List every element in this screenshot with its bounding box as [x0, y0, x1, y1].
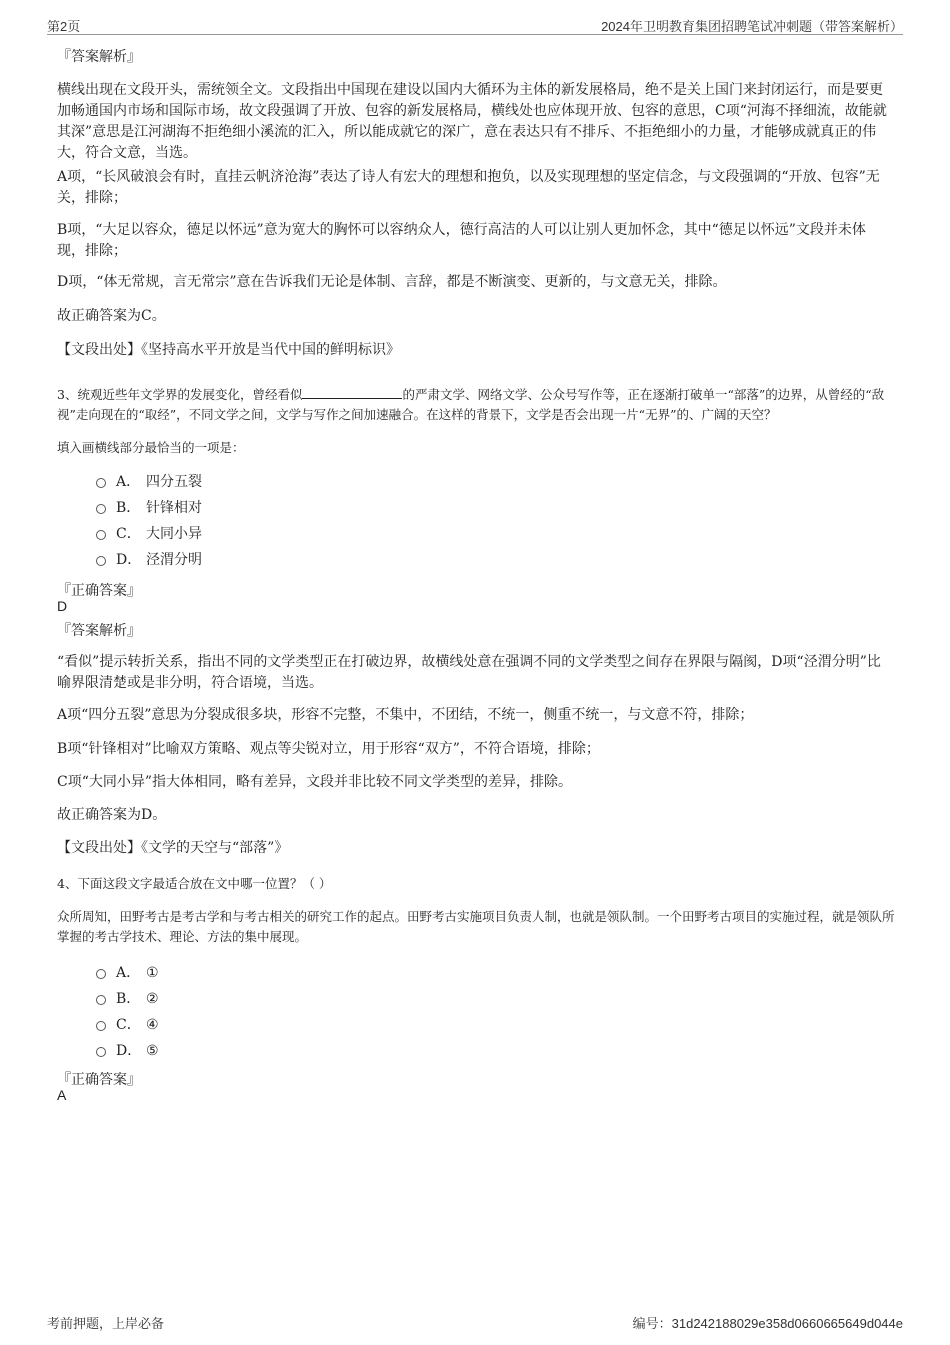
q3-stem-part-a: 3、统观近些年文学界的发展变化，曾经看似 — [57, 387, 303, 402]
q3-answer: D — [57, 598, 68, 614]
q3-source: 【文段出处】《文学的天空与“部落”》 — [57, 840, 289, 856]
option-text: ① — [146, 965, 159, 981]
option-label: D． — [116, 552, 142, 568]
q3-option-d[interactable] — [96, 550, 202, 570]
q3-stem-part-b: 的严肃文学、网络文学、公众号写作等，正在逐渐打破单一“部落”的边界，从曾经的“敌视”走向现在的“取经”，不同文学之间，文学与写作之间加速融合。在这样的背景下，文学是否会出现一片“无界”的、广阔的天空？ — [57, 387, 885, 422]
q3-analysis-p4: C项“大同小异”指大体相同，略有差异，文段并非比较不同文学类型的差异，排除。 — [57, 774, 573, 790]
radio-icon[interactable] — [96, 478, 106, 488]
page-header — [47, 14, 903, 35]
option-label: A． — [116, 965, 141, 981]
option-label: B． — [116, 991, 141, 1007]
q4-option-c[interactable] — [96, 1015, 159, 1035]
q3-stem — [57, 384, 897, 425]
radio-icon[interactable] — [96, 556, 106, 566]
option-text: 四分五裂 — [146, 474, 202, 490]
option-text: 大同小异 — [146, 526, 202, 542]
radio-icon[interactable] — [96, 995, 106, 1005]
q2-analysis-p2: A项，“长风破浪会有时，直挂云帆济沧海”表达了诗人有宏大的理想和抱负，以及实现理想的坚定信念，与文段强调的“开放、包容”无关，排除； — [57, 169, 880, 206]
document-title: 2024年卫明教育集团招聘笔试冲刺题（带答案解析） — [601, 19, 903, 34]
option-label: C． — [116, 1017, 141, 1033]
footer-slogan: 考前押题，上岸必备 — [47, 1316, 165, 1331]
q3-analysis-p5: 故正确答案为D。 — [57, 807, 167, 823]
q4-passage: 众所周知，田野考古是考古学和与考古相关的研究工作的起点。田野考古实施项目负责人制，也就是领队制。一个田野考古项目的实施过程，就是领队所掌握的考古学技术、理论、方法的集中展现。 — [57, 909, 895, 944]
q4-option-d[interactable] — [96, 1041, 159, 1061]
radio-icon[interactable] — [96, 969, 106, 979]
q3-analysis-heading: 『答案解析』 — [57, 623, 141, 639]
radio-icon[interactable] — [96, 530, 106, 540]
radio-icon[interactable] — [96, 1047, 106, 1057]
document-serial: 编号：31d242188029e358d0660665649d044e — [632, 1316, 903, 1331]
q4-answer-heading: 『正确答案』 — [57, 1072, 141, 1088]
q3-analysis-p1: “看似”提示转折关系，指出不同的文学类型正在打破边界，故横线处意在强调不同的文学类型之间存在界限与隔阂，D项“泾渭分明”比喻界限清楚或是非分明，符合语境，当选。 — [57, 654, 881, 691]
radio-icon[interactable] — [96, 504, 106, 514]
q3-option-b[interactable] — [96, 498, 202, 518]
q2-analysis-p3: B项，“大足以容众，德足以怀远”意为宽大的胸怀可以容纳众人，德行高洁的人可以让别人更加怀念，其中“德足以怀远”文段并未体现，排除； — [57, 222, 866, 259]
option-text: ④ — [146, 1017, 159, 1033]
option-text: ② — [146, 991, 159, 1007]
q3-answer-heading: 『正确答案』 — [57, 583, 141, 599]
option-label: C． — [116, 526, 141, 542]
q2-analysis-p1: 横线出现在文段开头，需统领全文。文段指出中国现在建设以国内大循环为主体的新发展格局，绝不是关上国门来封闭运行，而是要更加畅通国内市场和国际市场，故文段强调了开放、包容的新发展格局，横线处也应体现开放、包容的意思，C项“河海不择细流，故能就其深”意思是江河湖海不拒绝细小溪流的汇入，所以能成就它的深广，意在表达只有不排斥、不拒绝细小的力量，才能够成就真正的伟大，符合文意，当选。 — [57, 82, 887, 161]
q3-prompt: 填入画横线部分最恰当的一项是： — [57, 440, 245, 455]
option-text: ⑤ — [146, 1043, 159, 1059]
page-footer — [47, 1313, 903, 1333]
q3-analysis-p3: B项“针锋相对”比喻双方策略、观点等尖锐对立，用于形容“双方”，不符合语境，排除； — [57, 741, 600, 757]
q4-option-b[interactable] — [96, 989, 159, 1009]
q3-blank — [302, 384, 402, 399]
q4-answer: A — [57, 1087, 67, 1103]
q4-stem: 4、下面这段文字最适合放在文中哪一位置？（ ） — [57, 876, 332, 891]
option-label: B． — [116, 500, 141, 516]
q3-analysis-p2: A项“四分五裂”意思为分裂成很多块，形容不完整，不集中，不团结，不统一，侧重不统一，与文意不符，排除； — [57, 707, 754, 723]
q2-analysis-p5: 故正确答案为C。 — [57, 308, 166, 324]
q3-option-a[interactable] — [96, 472, 202, 492]
option-label: D． — [116, 1043, 142, 1059]
option-text: 针锋相对 — [146, 500, 202, 516]
option-text: 泾渭分明 — [146, 552, 202, 568]
q4-option-a[interactable] — [96, 963, 159, 983]
q2-analysis-heading: 『答案解析』 — [57, 49, 141, 65]
q2-source: 【文段出处】《坚持高水平开放是当代中国的鲜明标识》 — [57, 342, 400, 358]
q2-analysis-p4: D项，“体无常规，言无常宗”意在告诉我们无论是体制、言辞，都是不断演变、更新的，与文意无关，排除。 — [57, 274, 727, 290]
page-number: 第2页 — [47, 19, 81, 34]
option-label: A． — [116, 474, 141, 490]
radio-icon[interactable] — [96, 1021, 106, 1031]
q3-option-c[interactable] — [96, 524, 202, 544]
